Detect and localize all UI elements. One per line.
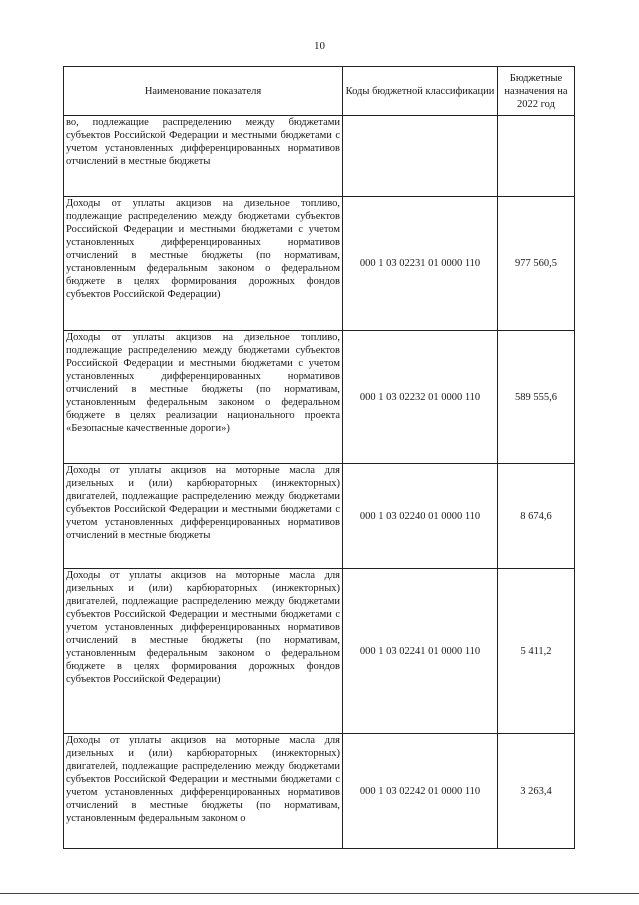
- header-indicator-name: Наименование показателя: [64, 67, 343, 116]
- header-budget-code: Коды бюджетной классификации: [343, 67, 498, 116]
- budget-amount-cell: 589 555,6: [498, 331, 575, 464]
- budget-amount-cell: [498, 116, 575, 197]
- indicator-name-cell: Доходы от уплаты акцизов на дизельное топливо, подлежащие распределению между бюджетами субъектов Российской Федерации и местными бюджетами с учетом установленных дифференцированных нормативов отчислений в местные бюджеты (по нормативам, установленным федеральным законом о федеральном бюджете в целях реализации национального проекта «Безопасные качественные дороги»): [64, 331, 343, 464]
- table-row: [64, 734, 575, 849]
- page-bottom-divider: [0, 893, 639, 894]
- table-body: [64, 116, 575, 849]
- table-row: [64, 464, 575, 569]
- budget-amount-cell: 8 674,6: [498, 464, 575, 569]
- indicator-name-cell: во, подлежащие распределению между бюджетами субъектов Российской Федерации и местными бюджетами с учетом установленных дифференцированных нормативов отчислений в местные бюджеты: [64, 116, 343, 197]
- table-row: [64, 331, 575, 464]
- budget-code-cell: 000 1 03 02240 01 0000 110: [343, 464, 498, 569]
- budget-code-cell: [343, 116, 498, 197]
- table-header: [64, 67, 575, 116]
- budget-code-cell: 000 1 03 02241 01 0000 110: [343, 569, 498, 734]
- budget-code-cell: 000 1 03 02232 01 0000 110: [343, 331, 498, 464]
- indicator-name-cell: Доходы от уплаты акцизов на моторные масла для дизельных и (или) карбюраторных (инжекторных) двигателей, подлежащие распределению между бюджетами субъектов Российской Федерации и местными бюджетами с учетом установленных дифференцированных нормативов отчислений в местные бюджеты (по нормативам, установленным федеральным законом о федеральном бюджете в целях формирования дорожных фондов субъектов Российской Федерации): [64, 569, 343, 734]
- indicator-name-cell: Доходы от уплаты акцизов на дизельное топливо, подлежащие распределению между бюджетами субъектов Российской Федерации и местными бюджетами с учетом установленных дифференцированных нормативов отчислений в местные бюджеты (по нормативам, установленным федеральным законом о федеральном бюджете в целях формирования дорожных фондов субъектов Российской Федерации): [64, 197, 343, 331]
- table-row: [64, 197, 575, 331]
- budget-code-cell: 000 1 03 02231 01 0000 110: [343, 197, 498, 331]
- table-row: [64, 116, 575, 197]
- budget-amount-cell: 5 411,2: [498, 569, 575, 734]
- table-row: [64, 569, 575, 734]
- indicator-name-cell: Доходы от уплаты акцизов на моторные масла для дизельных и (или) карбюраторных (инжекторных) двигателей, подлежащие распределению между бюджетами субъектов Российской Федерации и местными бюджетами с учетом установленных дифференцированных нормативов отчислений в местные бюджеты (по нормативам, установленным федеральным законом о: [64, 734, 343, 849]
- budget-table: [63, 66, 575, 849]
- budget-code-cell: 000 1 03 02242 01 0000 110: [343, 734, 498, 849]
- budget-amount-cell: 977 560,5: [498, 197, 575, 331]
- indicator-name-cell: Доходы от уплаты акцизов на моторные масла для дизельных и (или) карбюраторных (инжекторных) двигателей, подлежащие распределению между бюджетами субъектов Российской Федерации и местными бюджетами с учетом установленных дифференцированных нормативов отчислений в местные бюджеты: [64, 464, 343, 569]
- budget-amount-cell: 3 263,4: [498, 734, 575, 849]
- header-row: [64, 67, 575, 116]
- header-budget-amount: Бюджетные назначения на 2022 год: [498, 67, 575, 116]
- page-number: 10: [314, 40, 325, 52]
